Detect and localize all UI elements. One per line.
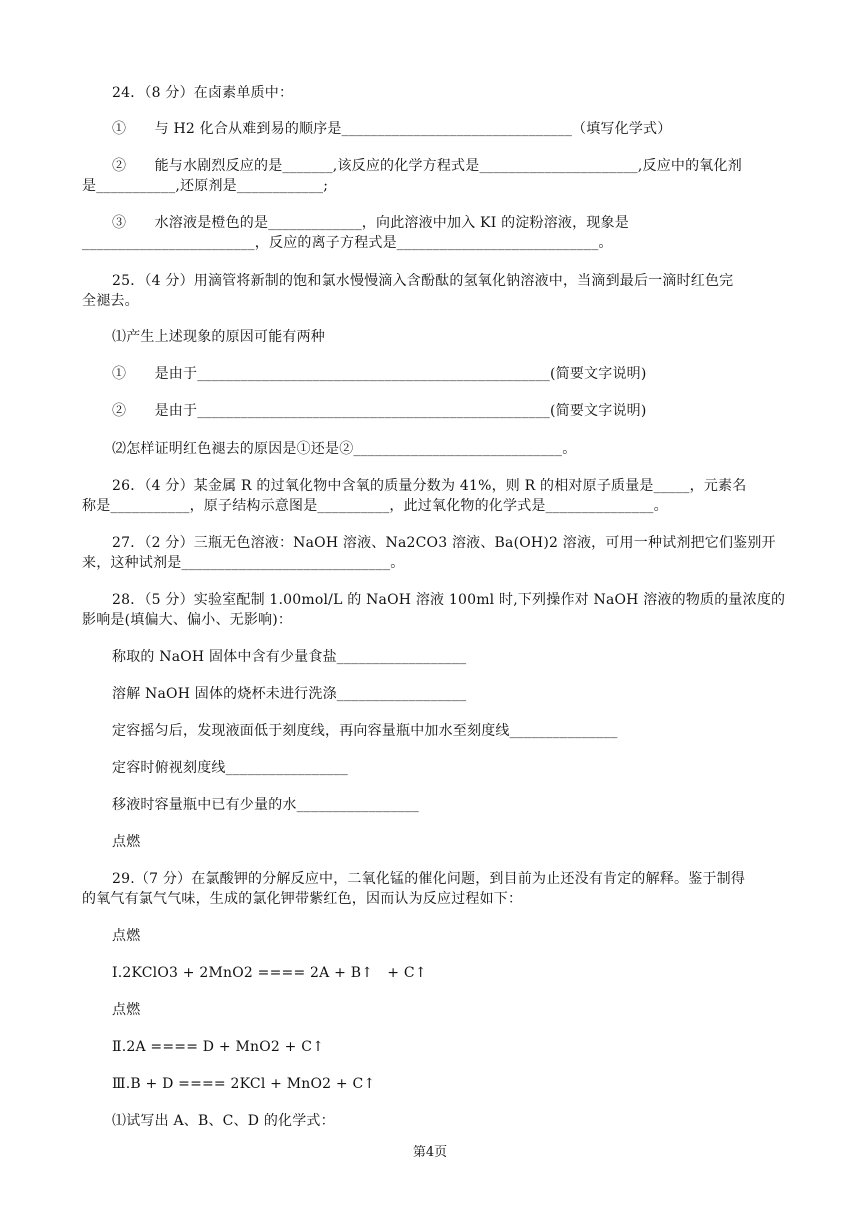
- q24-item-3-line1: ③ 水溶液是橙色的是_____________，向此溶液中加入 KI 的淀粉溶液，现象是: [112, 215, 629, 231]
- q28-item-c: 定容摇匀后，发现液面低于刻度线，再向容量瓶中加水至刻度线_______________: [112, 723, 618, 739]
- q28-item-b: 溶解 NaOH 固体的烧杯未进行洗涤__________________: [112, 686, 467, 702]
- q24-item-1: ① 与 H2 化合从难到易的顺序是________________________________（填写化学式）: [112, 121, 672, 137]
- q29-line2: 的氧气有氯气气味，生成的氯化钾带紫红色，因而认为反应过程如下：: [82, 891, 523, 907]
- equation-3: Ⅲ.B + D ==== 2KCl + MnO2 + C↑: [112, 1076, 376, 1092]
- q25-part2: ⑵怎样证明红色褪去的原因是①还是②_____________________________。: [112, 441, 577, 457]
- equation-1: Ⅰ.2KClO3 + 2MnO2 ==== 2A + B↑ + C↑: [112, 965, 427, 981]
- q24-title: 24．（8 分）在卤素单质中：: [112, 85, 294, 101]
- q29-line1: 29.（7 分）在氯酸钾的分解反应中，二氧化锰的催化问题，到目前为止还没有肯定的解释。鉴于制得: [112, 871, 746, 887]
- q25-part1: ⑴产生上述现象的原因可能有两种: [112, 329, 325, 345]
- q25-reason-1: ① 是由于_________________________________________________(简要文字说明): [112, 366, 647, 382]
- q25-line2: 全褪去。: [82, 293, 139, 309]
- equation-2: Ⅱ.2A ==== D + MnO2 + C↑: [112, 1039, 325, 1055]
- q24-item-2-line1: ② 能与水剧烈反应的是_______,该反应的化学方程式是______________________,反应中的氧化剂: [112, 158, 742, 174]
- ignite-label-3: 点燃: [112, 1002, 141, 1018]
- q27-line2: 来，这种试剂是_____________________________。: [82, 555, 405, 571]
- q26-line1: 26．（4 分）某金属 R 的过氧化物中含氧的质量分数为 41%，则 R 的相对原子质量是_____，元素名: [112, 478, 747, 494]
- q28-item-a: 称取的 NaOH 固体中含有少量食盐__________________: [112, 649, 467, 665]
- q24-item-2-line2: 是___________,还原剂是____________;: [82, 178, 329, 194]
- ignite-label-2: 点燃: [112, 928, 141, 944]
- q25-line1: 25．（4 分）用滴管将新制的饱和氯水慢慢滴入含酚酞的氢氧化钠溶液中，当滴到最后一滴时红色完: [112, 273, 734, 289]
- q26-line2: 称是___________，原子结构示意图是__________，此过氧化物的化学式是_______________。: [82, 498, 668, 514]
- q27-line1: 27．（2 分）三瓶无色溶液：NaOH 溶液、Na2CO3 溶液、Ba(OH)2 溶液，可用一种试剂把它们鉴别开: [112, 535, 776, 551]
- q28-item-e: 移液时容量瓶中已有少量的水_________________: [112, 797, 419, 813]
- ignite-label-1: 点燃: [112, 834, 141, 850]
- q25-reason-2: ② 是由于_________________________________________________(简要文字说明): [112, 403, 647, 419]
- q29-part1: ⑴试写出 A、B、C、D 的化学式：: [112, 1113, 335, 1129]
- q28-line1: 28．（5 分）实验室配制 1.00mol/L 的 NaOH 溶液 100ml 时,下列操作对 NaOH 溶液的物质的量浓度的: [112, 592, 786, 608]
- q24-item-3-line2: ________________________，反应的离子方程式是____________________________。: [82, 235, 613, 251]
- q28-line2: 影响是(填偏大、偏小、无影响)：: [82, 612, 293, 628]
- q28-item-d: 定容时俯视刻度线_________________: [112, 760, 348, 776]
- page-number: 第4页: [412, 1145, 448, 1160]
